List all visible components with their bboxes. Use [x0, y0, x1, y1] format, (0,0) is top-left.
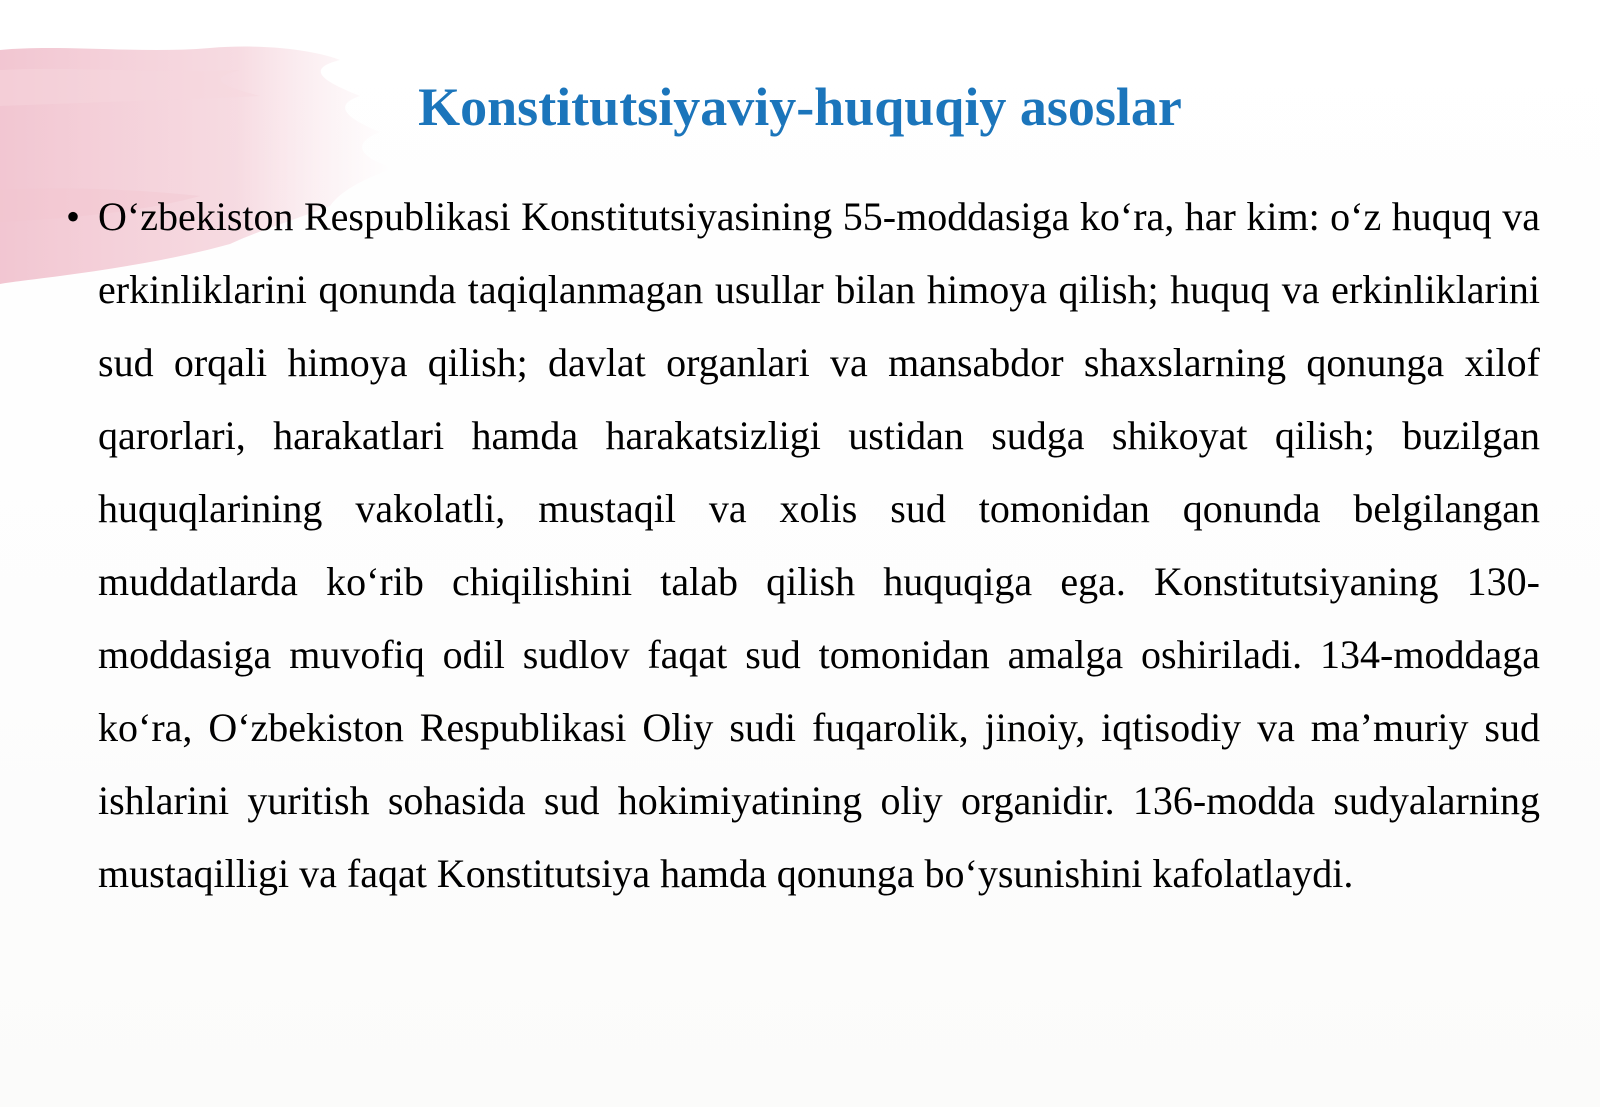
slide-content [60, 180, 1540, 910]
slide-title: Konstitutsiyaviy-huquqiy asoslar [418, 77, 1182, 137]
bullet-list-item [60, 180, 1540, 910]
bullet-text: O‘zbekiston Respublikasi Konstitutsiyasining 55-moddasiga ko‘ra, har kim: o‘z huquq va erkinliklarini qonunda taqiqlanmagan usullar bilan himoya qilish; huquq va erkinliklarini sud orqali himoya qilish; davlat organlari va mansabdor shaxslarning qonunga xilof qarorlari, harakatlari hamda harakatsizligi ustidan sudga shikoyat qilish; buzilgan huquqlarining vakolatli, mustaqil va xolis sud tomonidan qonunda belgilangan muddatlarda ko‘rib chiqilishini talab qilish huquqiga ega. Konstitutsiyaning 130-moddasiga muvofiq odil sudlov faqat sud tomonidan amalga oshiriladi. 134-moddaga ko‘ra, O‘zbekiston Respublikasi Oliy sudi fuqarolik, jinoiy, iqtisodiy va ma’muriy sud ishlarini yuritish sohasida sud hokimiyatining oliy organidir. 136-modda sudyalarning mustaqilligi va faqat Konstitutsiya hamda qonunga bo‘ysunishini kafolatlaydi. [98, 194, 1540, 896]
bullet-icon: • [66, 194, 81, 239]
